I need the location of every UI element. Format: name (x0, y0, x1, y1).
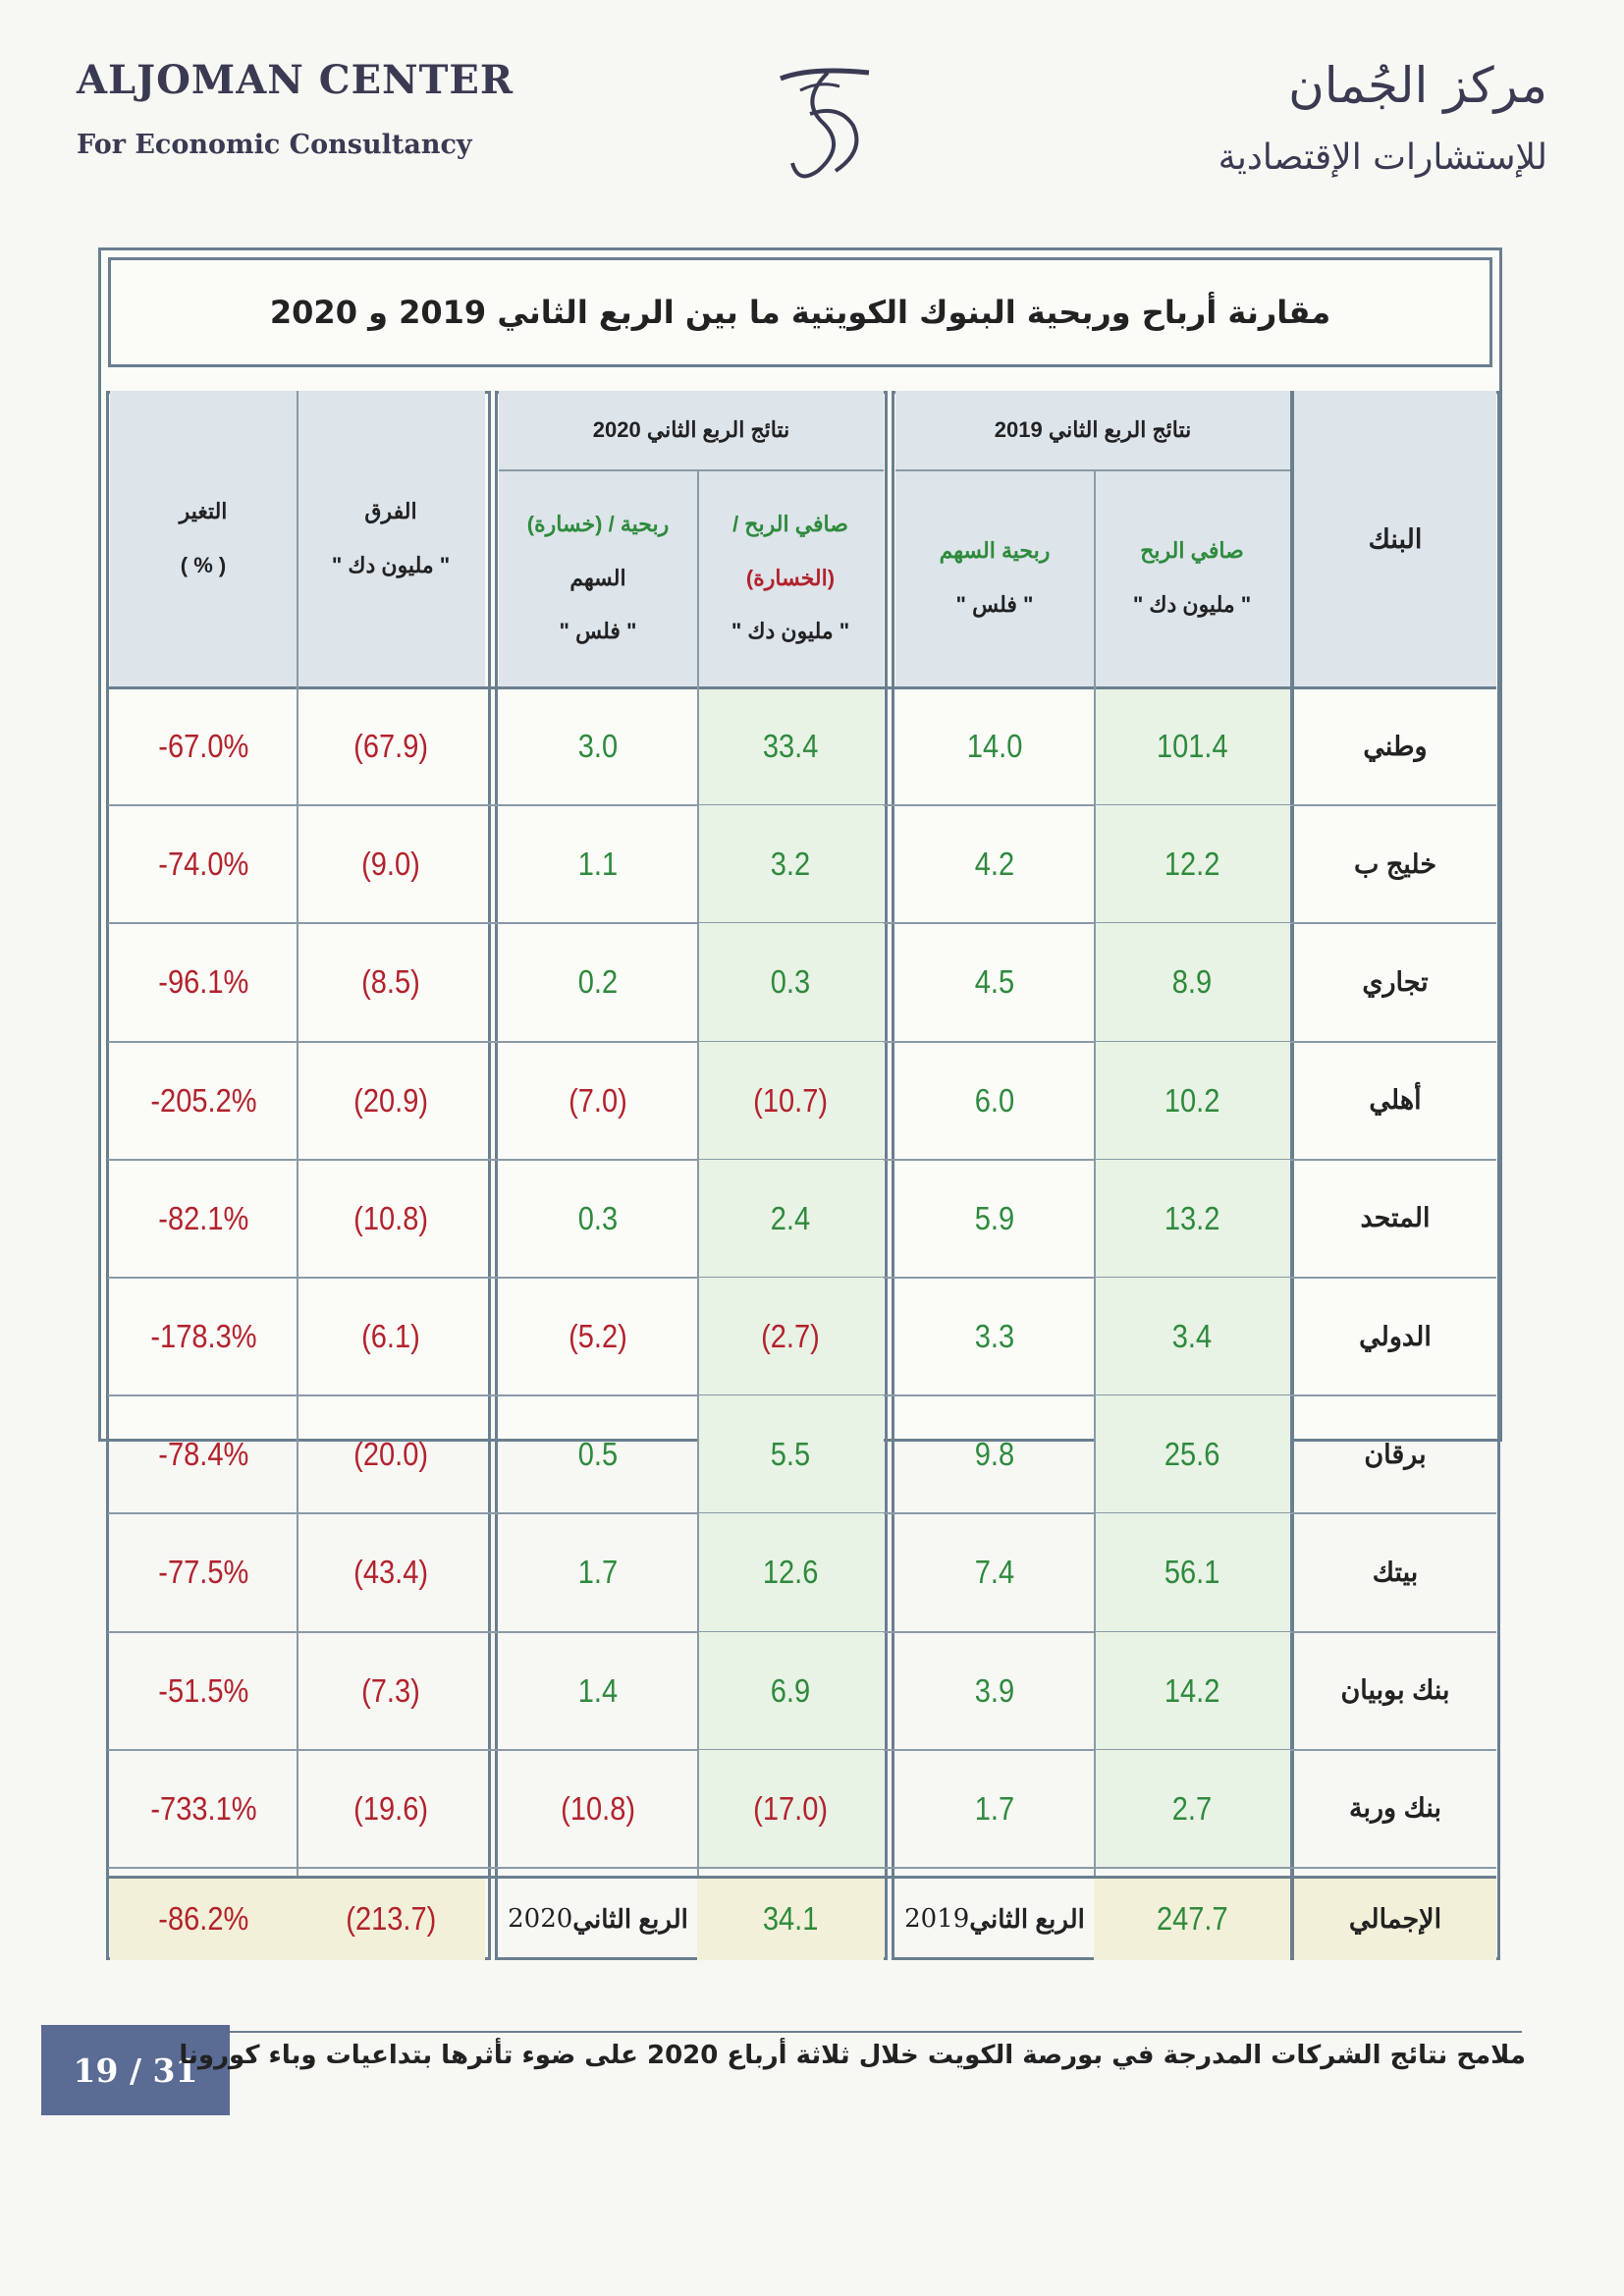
cell-np2020 (697, 1160, 884, 1278)
cell-eps2019 (895, 1395, 1094, 1513)
value-np2019: 12.2 (1164, 846, 1220, 883)
header-difference (297, 391, 485, 687)
group-divider (499, 469, 884, 471)
cell-eps2020 (499, 1042, 697, 1160)
value-np2019: 13.2 (1164, 1199, 1220, 1236)
bank-name: أهلي (1369, 1085, 1422, 1116)
cell-np2020 (697, 805, 884, 923)
cell-eps2020 (499, 1632, 697, 1750)
cell-bank (1294, 1632, 1496, 1750)
value-diff: (7.3) (361, 1671, 420, 1709)
column-divider (297, 391, 298, 1960)
cell-np2019 (1094, 1042, 1290, 1160)
value-eps2019: 9.8 (974, 1436, 1015, 1473)
total-q2-2019-label (895, 1878, 1094, 1960)
header-difference-line: الفرق (364, 499, 417, 524)
center-name-en: ALJOMAN CENTER (77, 57, 514, 103)
bank-name: برقان (1364, 1439, 1427, 1469)
cell-bank (1294, 1513, 1496, 1631)
header-eps_2020-line: " فلس " (559, 619, 637, 644)
total-change (110, 1878, 297, 1960)
page-number: 19 / 31 (41, 2025, 230, 2115)
total-label-text: الإجمالي (1348, 1903, 1442, 1934)
value-diff: (20.9) (353, 1081, 428, 1119)
value-np2020: 2.4 (770, 1199, 811, 1236)
total-np2019-value: 247.7 (1156, 1900, 1228, 1937)
value-change: -67.0% (157, 728, 249, 765)
value-np2020: 33.4 (762, 728, 819, 765)
header-eps_2019 (895, 469, 1094, 687)
table-title: مقارنة أرباح وربحية البنوك الكويتية ما بين الربع الثاني 2019 و 2020 (108, 257, 1492, 367)
value-np2019: 3.4 (1171, 1318, 1213, 1355)
cell-bank (1294, 687, 1496, 805)
cell-np2019 (1094, 1632, 1290, 1750)
value-np2019: 25.6 (1164, 1436, 1220, 1473)
cell-eps2020 (499, 1750, 697, 1868)
value-diff: (67.9) (353, 728, 428, 765)
total-np2020 (697, 1878, 884, 1960)
value-np2020: (10.7) (753, 1081, 828, 1119)
value-change: -78.4% (157, 1436, 249, 1473)
value-eps2020: 1.1 (577, 846, 619, 883)
cell-change (110, 1278, 297, 1395)
bank-name: المتحد (1360, 1203, 1431, 1233)
value-change: -51.5% (157, 1671, 249, 1709)
value-np2019: 56.1 (1164, 1554, 1220, 1591)
cell-eps2019 (895, 1513, 1094, 1631)
header-group-q2-2019-label: نتائج الربع الثاني 2019 (994, 417, 1192, 442)
cell-diff (297, 687, 485, 805)
cell-eps2019 (895, 1750, 1094, 1868)
cell-change (110, 1513, 297, 1631)
cell-eps2020 (499, 805, 697, 923)
cell-np2020 (697, 923, 884, 1041)
header-group-q2-2020-label: نتائج الربع الثاني 2020 (592, 417, 790, 442)
total-q2-label: الربع الثاني (969, 1903, 1085, 1934)
value-diff: (43.4) (353, 1554, 428, 1591)
cell-np2019 (1094, 1160, 1290, 1278)
value-eps2019: 4.2 (974, 846, 1015, 883)
cell-np2020 (697, 1513, 884, 1631)
value-change: -82.1% (157, 1199, 249, 1236)
cell-bank (1294, 1042, 1496, 1160)
value-np2019: 8.9 (1171, 963, 1213, 1001)
value-eps2020: (7.0) (568, 1081, 627, 1119)
cell-diff (297, 1513, 485, 1631)
row-divider (108, 1867, 1496, 1869)
value-np2020: 12.6 (762, 1554, 819, 1591)
header-bank-label: البنك (1368, 523, 1423, 554)
header-eps_2020-line: ربحية / (خسارة) (526, 511, 670, 536)
cell-eps2019 (895, 1278, 1094, 1395)
value-eps2020: 3.0 (577, 728, 619, 765)
value-diff: (6.1) (361, 1318, 420, 1355)
value-change: -77.5% (157, 1554, 249, 1591)
cell-eps2019 (895, 687, 1094, 805)
cell-change (110, 805, 297, 923)
cell-change (110, 1042, 297, 1160)
bank-name: وطني (1363, 731, 1428, 761)
cell-eps2020 (499, 687, 697, 805)
cell-np2019 (1094, 1750, 1290, 1868)
total-np2020-value: 34.1 (762, 1900, 819, 1937)
value-np2019: 10.2 (1164, 1081, 1220, 1119)
total-year: 2020 (508, 1904, 573, 1934)
value-eps2020: 0.2 (577, 963, 619, 1001)
header-change (110, 391, 297, 687)
value-np2020: 5.5 (770, 1436, 811, 1473)
total-year: 2019 (904, 1904, 970, 1934)
header-eps_2019-line: ربحية السهم (939, 538, 1051, 564)
cell-eps2019 (895, 805, 1094, 923)
header-net_profit_2019-line: صافي الربح (1140, 538, 1244, 564)
cell-change (110, 687, 297, 805)
jm-monogram-icon (771, 61, 879, 189)
value-np2020: 0.3 (770, 963, 811, 1001)
value-change: -205.2% (149, 1081, 257, 1119)
header-eps_2019-line: " فلس " (955, 592, 1034, 617)
header-change-line: التغير (179, 499, 228, 524)
cell-diff (297, 1750, 485, 1868)
header-net_profit_2019 (1094, 469, 1290, 687)
value-change: -74.0% (157, 846, 249, 883)
footer-caption: ملامح نتائج الشركات المدرجة في بورصة الكويت خلال ثلاثة أرباع 2020 على ضوء تأثرها بتداعيات وباء كورونا (179, 2041, 1526, 2070)
value-np2019: 14.2 (1164, 1671, 1220, 1709)
cell-np2020 (697, 1042, 884, 1160)
footer-divider (226, 2031, 1522, 2033)
value-np2020: 3.2 (770, 846, 811, 883)
value-eps2019: 4.5 (974, 963, 1015, 1001)
value-eps2020: (5.2) (568, 1318, 627, 1355)
value-np2019: 2.7 (1171, 1789, 1213, 1827)
cell-np2019 (1094, 1513, 1290, 1631)
value-eps2019: 5.9 (974, 1199, 1015, 1236)
total-diff (297, 1878, 485, 1960)
total-change-value: -86.2% (157, 1900, 249, 1937)
cell-np2019 (1094, 1278, 1290, 1395)
bank-name: تجاري (1362, 966, 1429, 997)
header-divider (108, 686, 1496, 689)
cell-eps2019 (895, 1160, 1094, 1278)
center-name-ar: مركز الجُمان (1288, 57, 1547, 114)
group-divider (895, 469, 1290, 471)
cell-diff (297, 805, 485, 923)
cell-np2019 (1094, 687, 1290, 805)
value-np2020: (17.0) (753, 1789, 828, 1827)
total-q2-2020-label (499, 1878, 697, 1960)
value-diff: (20.0) (353, 1436, 428, 1473)
cell-change (110, 1395, 297, 1513)
cell-bank (1294, 1160, 1496, 1278)
cell-bank (1294, 923, 1496, 1041)
value-np2020: (2.7) (761, 1318, 820, 1355)
cell-np2020 (697, 1750, 884, 1868)
value-eps2019: 6.0 (974, 1081, 1015, 1119)
value-change: -733.1% (149, 1789, 257, 1827)
bank-name: بيتك (1372, 1557, 1419, 1587)
header-net_profit_2020-line: صافي الربح / (732, 511, 848, 536)
cell-eps2020 (499, 1278, 697, 1395)
cell-bank (1294, 1750, 1496, 1868)
column-divider (697, 469, 699, 1960)
cell-change (110, 1632, 297, 1750)
total-np2019 (1094, 1878, 1290, 1960)
cell-np2019 (1094, 805, 1290, 923)
header-net_profit_2020-line: " مليون دك " (731, 619, 850, 644)
center-subtitle-en: For Economic Consultancy (77, 130, 472, 160)
value-change: -96.1% (157, 963, 249, 1001)
value-eps2020: (10.8) (561, 1789, 635, 1827)
header-eps_2020-line: السهم (569, 565, 626, 590)
cell-diff (297, 1160, 485, 1278)
bank-name: خليج ب (1353, 848, 1437, 879)
header-group-q2-2019 (895, 391, 1290, 469)
value-eps2019: 3.9 (974, 1671, 1015, 1709)
value-diff: (10.8) (353, 1199, 428, 1236)
header-net_profit_2019-line: " مليون دك " (1132, 592, 1252, 617)
bank-name: الدولي (1359, 1321, 1432, 1351)
cell-diff (297, 923, 485, 1041)
total-diff-value: (213.7) (345, 1900, 437, 1937)
total-q2-label: الربع الثاني (572, 1903, 688, 1934)
cell-bank (1294, 1278, 1496, 1395)
column-divider (1094, 469, 1096, 1960)
value-eps2020: 1.4 (577, 1671, 619, 1709)
cell-np2019 (1094, 923, 1290, 1041)
header-net_profit_2020-line: (الخسارة) (745, 565, 836, 590)
cell-np2020 (697, 1395, 884, 1513)
cell-eps2019 (895, 1632, 1094, 1750)
header-net_profit_2020 (697, 469, 884, 687)
header-difference-line: " مليون دك " (331, 553, 451, 577)
cell-eps2020 (499, 923, 697, 1041)
value-diff: (8.5) (361, 963, 420, 1001)
cell-eps2019 (895, 1042, 1094, 1160)
value-eps2019: 1.7 (974, 1789, 1015, 1827)
cell-eps2020 (499, 1513, 697, 1631)
cell-np2020 (697, 1632, 884, 1750)
value-eps2020: 0.5 (577, 1436, 619, 1473)
cell-bank (1294, 805, 1496, 923)
total-divider (108, 1876, 1496, 1879)
cell-np2019 (1094, 1395, 1290, 1513)
value-eps2020: 1.7 (577, 1554, 619, 1591)
total-label (1294, 1878, 1496, 1960)
cell-eps2019 (895, 923, 1094, 1041)
cell-np2020 (697, 1278, 884, 1395)
value-eps2019: 3.3 (974, 1318, 1015, 1355)
value-diff: (19.6) (353, 1789, 428, 1827)
header-bank (1294, 391, 1496, 687)
cell-change (110, 1750, 297, 1868)
cell-diff (297, 1042, 485, 1160)
header-group-q2-2020 (499, 391, 884, 469)
value-np2020: 6.9 (770, 1671, 811, 1709)
header-change-line: ( % ) (180, 553, 227, 577)
cell-bank (1294, 1395, 1496, 1513)
value-eps2019: 14.0 (966, 728, 1023, 765)
cell-eps2020 (499, 1160, 697, 1278)
cell-change (110, 923, 297, 1041)
center-subtitle-ar: للإستشارات الإقتصادية (1218, 137, 1547, 178)
cell-np2020 (697, 687, 884, 805)
value-diff: (9.0) (361, 846, 420, 883)
cell-diff (297, 1395, 485, 1513)
cell-diff (297, 1278, 485, 1395)
bank-name: بنك بوبيان (1340, 1675, 1450, 1706)
header-eps_2020 (499, 469, 697, 687)
bank-name: بنك وربة (1349, 1793, 1441, 1824)
cell-eps2020 (499, 1395, 697, 1513)
cell-diff (297, 1632, 485, 1750)
value-eps2020: 0.3 (577, 1199, 619, 1236)
value-np2019: 101.4 (1156, 728, 1228, 765)
value-eps2019: 7.4 (974, 1554, 1015, 1591)
cell-change (110, 1160, 297, 1278)
value-change: -178.3% (149, 1318, 257, 1355)
